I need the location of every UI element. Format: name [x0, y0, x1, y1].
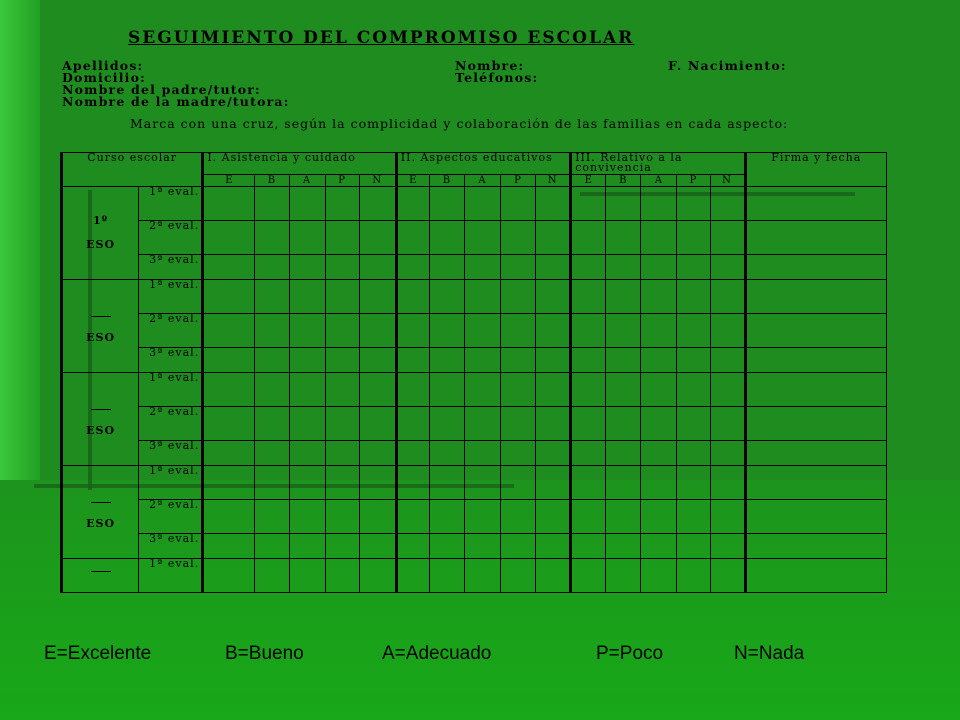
- rating-cell[interactable]: [359, 314, 396, 348]
- field-apellidos: Apellidos:: [62, 58, 144, 73]
- table-row: [62, 280, 887, 314]
- course-blank: [91, 569, 111, 572]
- course-blank: [91, 314, 111, 317]
- rating-cell[interactable]: [536, 280, 571, 314]
- eval-label: 3ª eval.: [139, 255, 203, 280]
- rating-cell[interactable]: [677, 280, 710, 314]
- rating-cell[interactable]: [325, 559, 359, 593]
- header-section-1: I. Asistencia y cuidado: [203, 153, 396, 175]
- rating-cell[interactable]: [203, 255, 255, 280]
- rating-cell[interactable]: [203, 559, 255, 593]
- rating-cell[interactable]: [536, 187, 571, 221]
- rating-cell[interactable]: [677, 466, 710, 500]
- rating-cell[interactable]: [606, 187, 641, 221]
- rating-cell[interactable]: [203, 221, 255, 255]
- rating-cell[interactable]: [359, 221, 396, 255]
- rating-cell[interactable]: [677, 559, 710, 593]
- rating-cell[interactable]: [606, 221, 641, 255]
- letter-n: N: [536, 175, 571, 187]
- rating-cell[interactable]: [289, 373, 325, 407]
- rating-cell[interactable]: [255, 500, 289, 534]
- rating-cell[interactable]: [396, 500, 429, 534]
- rating-cell[interactable]: [203, 466, 255, 500]
- rating-cell[interactable]: [677, 373, 710, 407]
- rating-cell[interactable]: [571, 534, 606, 559]
- rating-cell[interactable]: [677, 255, 710, 280]
- rating-cell[interactable]: [289, 407, 325, 441]
- rating-cell[interactable]: [606, 559, 641, 593]
- rating-cell[interactable]: [429, 280, 464, 314]
- rating-cell[interactable]: [255, 373, 289, 407]
- rating-cell[interactable]: [536, 441, 571, 466]
- rating-cell[interactable]: [255, 466, 289, 500]
- course-level: [63, 495, 138, 505]
- rating-cell[interactable]: [641, 348, 677, 373]
- page-title: SEGUIMIENTO DEL COMPROMISO ESCOLAR: [128, 28, 635, 48]
- field-telefonos: Teléfonos:: [455, 70, 539, 85]
- rating-cell[interactable]: [203, 441, 255, 466]
- rating-cell[interactable]: [464, 407, 500, 441]
- rating-cell[interactable]: [641, 280, 677, 314]
- eval-label: 2ª eval.: [139, 221, 203, 255]
- table-row: [62, 221, 887, 255]
- table-row: [62, 407, 887, 441]
- rating-cell[interactable]: [429, 559, 464, 593]
- rating-cell[interactable]: [606, 534, 641, 559]
- rating-cell[interactable]: [289, 466, 325, 500]
- rating-cell[interactable]: [500, 280, 535, 314]
- rating-cell[interactable]: [396, 466, 429, 500]
- rating-cell[interactable]: [536, 559, 571, 593]
- rating-cell[interactable]: [710, 441, 745, 466]
- rating-cell[interactable]: [500, 559, 535, 593]
- letter-p: P: [500, 175, 535, 187]
- rating-cell[interactable]: [500, 441, 535, 466]
- signature-cell[interactable]: [745, 534, 886, 559]
- letter-p: P: [325, 175, 359, 187]
- course-cell: [62, 187, 139, 280]
- rating-cell[interactable]: [571, 348, 606, 373]
- rating-cell[interactable]: [677, 348, 710, 373]
- rating-cell[interactable]: [289, 280, 325, 314]
- rating-cell[interactable]: [289, 534, 325, 559]
- header-section-2: II. Aspectos educativos: [396, 153, 570, 175]
- rating-cell[interactable]: [255, 255, 289, 280]
- rating-cell[interactable]: [536, 255, 571, 280]
- course-cell: [62, 280, 139, 373]
- rating-cell[interactable]: [429, 221, 464, 255]
- field-domicilio: Domicilio:: [62, 70, 146, 85]
- signature-cell[interactable]: [745, 187, 886, 221]
- rating-cell[interactable]: [289, 559, 325, 593]
- rating-cell[interactable]: [500, 466, 535, 500]
- rating-cell[interactable]: [500, 534, 535, 559]
- eval-label: 3ª eval.: [139, 534, 203, 559]
- rating-cell[interactable]: [396, 280, 429, 314]
- signature-cell[interactable]: [745, 466, 886, 500]
- rating-cell[interactable]: [429, 407, 464, 441]
- rating-cell[interactable]: [710, 466, 745, 500]
- signature-cell[interactable]: [745, 314, 886, 348]
- rating-cell[interactable]: [429, 255, 464, 280]
- signature-cell[interactable]: [745, 280, 886, 314]
- rating-cell[interactable]: [396, 559, 429, 593]
- rating-cell[interactable]: [325, 441, 359, 466]
- rating-cell[interactable]: [710, 255, 745, 280]
- rating-cell[interactable]: [710, 500, 745, 534]
- rating-cell[interactable]: [606, 348, 641, 373]
- rating-cell[interactable]: [536, 534, 571, 559]
- letter-b: B: [606, 175, 641, 187]
- letter-e: E: [396, 175, 429, 187]
- table-row: [62, 314, 887, 348]
- rating-cell[interactable]: [255, 559, 289, 593]
- rating-cell[interactable]: [536, 314, 571, 348]
- rating-cell[interactable]: [677, 534, 710, 559]
- eval-label: 2ª eval.: [139, 314, 203, 348]
- rating-cell[interactable]: [500, 255, 535, 280]
- rating-cell[interactable]: [464, 500, 500, 534]
- rating-cell[interactable]: [536, 407, 571, 441]
- table-row: [62, 466, 887, 500]
- table-row: [62, 348, 887, 373]
- eval-label: 3ª eval.: [139, 348, 203, 373]
- rating-cell[interactable]: [325, 221, 359, 255]
- rating-cell[interactable]: [500, 373, 535, 407]
- tracking-table: [60, 152, 887, 593]
- field-padre: Nombre del padre/tutor:: [62, 82, 261, 97]
- rating-cell[interactable]: [710, 314, 745, 348]
- rating-cell[interactable]: [710, 187, 745, 221]
- letter-p: P: [677, 175, 710, 187]
- rating-cell[interactable]: [500, 348, 535, 373]
- rating-cell[interactable]: [464, 559, 500, 593]
- rating-cell[interactable]: [255, 280, 289, 314]
- rating-cell[interactable]: [396, 373, 429, 407]
- rating-cell[interactable]: [429, 500, 464, 534]
- rating-cell[interactable]: [710, 280, 745, 314]
- course-cell: [62, 373, 139, 466]
- rating-cell[interactable]: [641, 314, 677, 348]
- rating-cell[interactable]: [500, 221, 535, 255]
- letter-b: B: [429, 175, 464, 187]
- legend-poco: P=Poco: [596, 643, 664, 664]
- header-course: Curso escolar: [62, 153, 203, 187]
- header-row: [62, 153, 887, 175]
- letter-b: B: [255, 175, 289, 187]
- rating-cell[interactable]: [536, 466, 571, 500]
- rating-cell[interactable]: [571, 280, 606, 314]
- rating-cell[interactable]: [325, 373, 359, 407]
- rating-cell[interactable]: [289, 221, 325, 255]
- rating-cell[interactable]: [641, 534, 677, 559]
- rating-cell[interactable]: [396, 348, 429, 373]
- rating-cell[interactable]: [203, 348, 255, 373]
- rating-cell[interactable]: [325, 466, 359, 500]
- rating-cell[interactable]: [606, 314, 641, 348]
- rating-cell[interactable]: [641, 441, 677, 466]
- rating-cell[interactable]: [359, 441, 396, 466]
- rating-cell[interactable]: [255, 187, 289, 221]
- rating-cell[interactable]: [429, 441, 464, 466]
- rating-cell[interactable]: [571, 466, 606, 500]
- letter-e: E: [203, 175, 255, 187]
- rating-cell[interactable]: [571, 441, 606, 466]
- rating-cell[interactable]: [289, 441, 325, 466]
- rating-cell[interactable]: [606, 441, 641, 466]
- rating-cell[interactable]: [289, 348, 325, 373]
- signature-cell[interactable]: [745, 559, 886, 593]
- rating-cell[interactable]: [255, 348, 289, 373]
- rating-cell[interactable]: [571, 255, 606, 280]
- course-stage: ESO: [86, 331, 116, 344]
- rating-cell[interactable]: [255, 221, 289, 255]
- rating-cell[interactable]: [464, 314, 500, 348]
- rating-cell[interactable]: [289, 255, 325, 280]
- rating-cell[interactable]: [255, 534, 289, 559]
- rating-cell[interactable]: [289, 500, 325, 534]
- eval-label: 1ª eval.: [139, 280, 203, 314]
- table-row: [62, 534, 887, 559]
- rating-cell[interactable]: [255, 314, 289, 348]
- table-row: [62, 373, 887, 407]
- eval-label: 3ª eval.: [139, 441, 203, 466]
- rating-cell[interactable]: [325, 348, 359, 373]
- rating-cell[interactable]: [429, 534, 464, 559]
- rating-cell[interactable]: [396, 221, 429, 255]
- signature-cell[interactable]: [745, 500, 886, 534]
- rating-cell[interactable]: [641, 373, 677, 407]
- signature-cell[interactable]: [745, 221, 886, 255]
- rating-cell[interactable]: [359, 500, 396, 534]
- course-blank: [91, 407, 111, 410]
- letter-e: E: [571, 175, 606, 187]
- rating-cell[interactable]: [571, 314, 606, 348]
- rating-cell[interactable]: [203, 373, 255, 407]
- signature-cell[interactable]: [745, 407, 886, 441]
- letter-n: N: [359, 175, 396, 187]
- eval-label: 1ª eval.: [139, 187, 203, 221]
- rating-cell[interactable]: [710, 221, 745, 255]
- header-signature: Firma y fecha: [745, 153, 886, 187]
- rating-cell[interactable]: [396, 534, 429, 559]
- rating-cell[interactable]: [203, 187, 255, 221]
- signature-cell[interactable]: [745, 373, 886, 407]
- rating-cell[interactable]: [464, 348, 500, 373]
- rating-cell[interactable]: [396, 407, 429, 441]
- course-level: [63, 564, 138, 574]
- rating-cell[interactable]: [641, 221, 677, 255]
- eval-label: 2ª eval.: [139, 407, 203, 441]
- rating-cell[interactable]: [464, 280, 500, 314]
- rating-cell[interactable]: [396, 187, 429, 221]
- rating-cell[interactable]: [429, 314, 464, 348]
- rating-cell[interactable]: [325, 280, 359, 314]
- rating-cell[interactable]: [571, 559, 606, 593]
- rating-cell[interactable]: [536, 373, 571, 407]
- rating-cell[interactable]: [641, 187, 677, 221]
- rating-cell[interactable]: [325, 407, 359, 441]
- rating-cell[interactable]: [255, 407, 289, 441]
- rating-cell[interactable]: [677, 314, 710, 348]
- eval-label: 2ª eval.: [139, 500, 203, 534]
- rating-cell[interactable]: [710, 559, 745, 593]
- rating-cell[interactable]: [710, 534, 745, 559]
- rating-cell[interactable]: [500, 314, 535, 348]
- rating-cell[interactable]: [710, 407, 745, 441]
- signature-cell[interactable]: [745, 255, 886, 280]
- rating-cell[interactable]: [464, 373, 500, 407]
- rating-cell[interactable]: [255, 441, 289, 466]
- letter-a: A: [641, 175, 677, 187]
- rating-cell[interactable]: [536, 348, 571, 373]
- rating-cell[interactable]: [359, 187, 396, 221]
- course-level: [63, 402, 138, 412]
- field-madre: Nombre de la madre/tutora:: [62, 94, 290, 109]
- rating-cell[interactable]: [677, 187, 710, 221]
- rating-cell[interactable]: [606, 373, 641, 407]
- rating-cell[interactable]: [500, 407, 535, 441]
- rating-cell[interactable]: [710, 348, 745, 373]
- rating-cell[interactable]: [536, 500, 571, 534]
- rating-cell[interactable]: [325, 255, 359, 280]
- rating-cell[interactable]: [289, 314, 325, 348]
- rating-cell[interactable]: [203, 534, 255, 559]
- rating-cell[interactable]: [606, 466, 641, 500]
- rating-cell[interactable]: [641, 559, 677, 593]
- rating-cell[interactable]: [359, 466, 396, 500]
- rating-cell[interactable]: [606, 255, 641, 280]
- rating-cell[interactable]: [359, 280, 396, 314]
- rating-cell[interactable]: [396, 441, 429, 466]
- rating-cell[interactable]: [396, 255, 429, 280]
- rating-cell[interactable]: [289, 187, 325, 221]
- rating-cell[interactable]: [464, 466, 500, 500]
- header-section-3: III. Relativo a la convivencia: [571, 153, 745, 175]
- rating-cell[interactable]: [536, 221, 571, 255]
- rating-cell[interactable]: [359, 534, 396, 559]
- rating-cell[interactable]: [677, 441, 710, 466]
- rating-cell[interactable]: [396, 314, 429, 348]
- signature-cell[interactable]: [745, 441, 886, 466]
- legend-nada: N=Nada: [734, 643, 805, 664]
- rating-cell[interactable]: [464, 255, 500, 280]
- rating-cell[interactable]: [429, 466, 464, 500]
- eval-label: 1ª eval.: [139, 466, 203, 500]
- rating-cell[interactable]: [464, 534, 500, 559]
- rating-cell[interactable]: [203, 314, 255, 348]
- course-stage: ESO: [86, 424, 116, 437]
- rating-cell[interactable]: [606, 500, 641, 534]
- rating-cell[interactable]: [641, 466, 677, 500]
- rating-cell[interactable]: [325, 187, 359, 221]
- rating-cell[interactable]: [359, 407, 396, 441]
- field-nombre: Nombre:: [455, 58, 525, 73]
- letter-a: A: [464, 175, 500, 187]
- rating-cell[interactable]: [325, 314, 359, 348]
- rating-cell[interactable]: [571, 187, 606, 221]
- legend-adecuado: A=Adecuado: [382, 643, 492, 664]
- rating-cell[interactable]: [359, 559, 396, 593]
- rating-cell[interactable]: [464, 441, 500, 466]
- rating-cell[interactable]: [606, 407, 641, 441]
- table-row: [62, 187, 887, 221]
- rating-cell[interactable]: [571, 500, 606, 534]
- rating-cell[interactable]: [325, 534, 359, 559]
- rating-cell[interactable]: [429, 187, 464, 221]
- table-row: [62, 559, 887, 593]
- rating-cell[interactable]: [606, 280, 641, 314]
- legend-bueno: B=Bueno: [225, 643, 304, 664]
- table-row: [62, 255, 887, 280]
- rating-cell[interactable]: [677, 500, 710, 534]
- rating-cell[interactable]: [359, 373, 396, 407]
- signature-cell[interactable]: [745, 348, 886, 373]
- rating-cell[interactable]: [464, 187, 500, 221]
- letter-a: A: [289, 175, 325, 187]
- rating-cell[interactable]: [641, 500, 677, 534]
- rating-cell[interactable]: [325, 500, 359, 534]
- legend-excelente: E=Excelente: [44, 643, 152, 664]
- table-row: [62, 441, 887, 466]
- rating-cell[interactable]: [429, 348, 464, 373]
- rating-cell[interactable]: [203, 280, 255, 314]
- table-row: [62, 500, 887, 534]
- rating-cell[interactable]: [571, 373, 606, 407]
- field-nacimiento: F. Nacimiento:: [668, 58, 787, 73]
- rating-cell[interactable]: [571, 221, 606, 255]
- rating-cell[interactable]: [359, 348, 396, 373]
- rating-cell[interactable]: [641, 255, 677, 280]
- eval-label: 1ª eval.: [139, 373, 203, 407]
- course-cell: [62, 559, 139, 593]
- course-level: 1º: [93, 214, 109, 227]
- letter-n: N: [710, 175, 745, 187]
- rating-cell[interactable]: [677, 221, 710, 255]
- rating-cell[interactable]: [464, 221, 500, 255]
- rating-cell[interactable]: [203, 500, 255, 534]
- rating-cell[interactable]: [677, 407, 710, 441]
- course-cell: [62, 466, 139, 559]
- rating-cell[interactable]: [429, 373, 464, 407]
- rating-cell[interactable]: [641, 407, 677, 441]
- rating-cell[interactable]: [500, 187, 535, 221]
- rating-cell[interactable]: [500, 500, 535, 534]
- course-blank: [91, 500, 111, 503]
- course-level: [63, 309, 138, 319]
- rating-cell[interactable]: [359, 255, 396, 280]
- rating-cell[interactable]: [203, 407, 255, 441]
- rating-cell[interactable]: [710, 373, 745, 407]
- course-stage: ESO: [86, 517, 116, 530]
- rating-cell[interactable]: [571, 407, 606, 441]
- eval-label: 1ª eval.: [139, 559, 203, 593]
- course-stage: ESO: [86, 238, 116, 251]
- instruction-text: Marca con una cruz, según la complicidad y colaboración de las familias en cada aspecto:: [130, 116, 789, 131]
